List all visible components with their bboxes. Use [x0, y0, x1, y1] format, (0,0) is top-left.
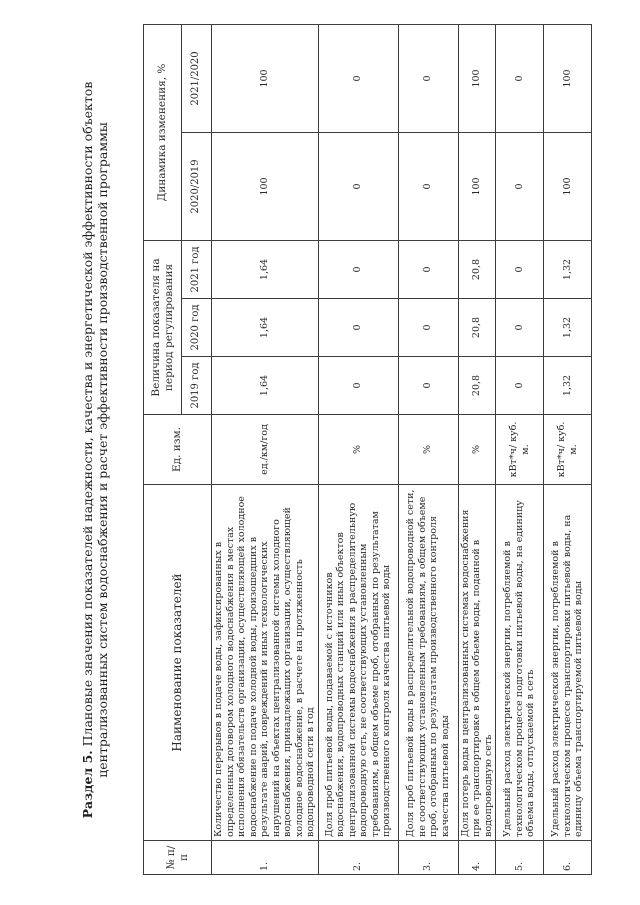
- row-dynamics-2: 100: [544, 24, 592, 132]
- row-name: Количество перерывов в подаче воды, зафиксированных в определенных договором холодного водоснабжения в местах исполнения обязательств организации, осуществляющей холодное водоснабжение по подаче холодной воды, произошедших в результате аварий, повреждений и иных технологических нарушений на объектах централизованной системы холодного водоснабжения, принадлежащих организации, осуществляющей холодное водоснабжение, в расчете на протяженность водопроводной сети в год: [212, 485, 319, 841]
- row-dynamics-2: 0: [496, 24, 544, 132]
- row-dynamics-2: 100: [212, 24, 319, 132]
- row-dynamics-2: 0: [398, 24, 458, 132]
- row-num: 1.: [212, 841, 319, 875]
- section-title-text: Плановые значения показателей надежности, качества и энергетической эффективности объектов централизованных систем водоснабжения и расчет эффективности производственной программы: [80, 81, 110, 778]
- row-value-2021: 20,8: [458, 240, 496, 298]
- row-num: 4.: [458, 841, 496, 875]
- row-dynamics-1: 100: [212, 132, 319, 240]
- row-value-2020: 20,8: [458, 299, 496, 357]
- header-period-group: Величина показателя на период регулирования: [144, 240, 182, 414]
- row-value-2020: 0: [496, 299, 544, 357]
- row-unit: %: [398, 415, 458, 485]
- row-value-2021: 0: [496, 240, 544, 298]
- row-value-2020: 1,64: [212, 299, 319, 357]
- header-num: № п/п: [144, 841, 212, 875]
- row-num: 3.: [398, 841, 458, 875]
- row-dynamics-2: 0: [318, 24, 398, 132]
- header-dynamics-2020-2019: 2020/2019: [182, 132, 212, 240]
- row-dynamics-1: 0: [318, 132, 398, 240]
- row-name: Удельный расход электрической энергии, потребляемой в технологическом процессе подготовки питьевой воды, на единицу объема воды, отпускаемой в сеть: [496, 485, 544, 841]
- section-number: Раздел 5.: [80, 750, 95, 819]
- row-num: 6.: [544, 841, 592, 875]
- table-row: [496, 24, 544, 874]
- table-row: [212, 24, 319, 874]
- header-dynamics-2021-2020: 2021/2020: [182, 24, 212, 132]
- table-row: [544, 24, 592, 874]
- row-dynamics-1: 100: [544, 132, 592, 240]
- row-name: Доля потерь воды в централизованных системах водоснабжения при ее транспортировке в общем объеме воды, поданной в водопроводную сеть: [458, 485, 496, 841]
- row-value-2021: 0: [318, 240, 398, 298]
- header-unit: Ед. изм.: [144, 415, 212, 485]
- header-name: Наименование показателей: [144, 485, 212, 841]
- row-dynamics-1: 100: [458, 132, 496, 240]
- row-unit: кВт*ч/ куб. м.: [496, 415, 544, 485]
- row-value-2020: 0: [318, 299, 398, 357]
- section-title: [80, 55, 110, 845]
- row-name: Доля проб питьевой воды в распределительной водопроводной сети, не соответствующих установленным требованиям, в общем объеме проб, отобранных по результатам производственного контроля качества питьевой воды: [398, 485, 458, 841]
- row-name: Удельный расход электрической энергии, потребляемой в технологическом процессе транспортировки питьевой воды, на единицу объема транспортируемой питьевой воды: [544, 485, 592, 841]
- row-num: 2.: [318, 841, 398, 875]
- table-row: [318, 24, 398, 874]
- row-num: 5.: [496, 841, 544, 875]
- indicators-table: [143, 24, 592, 875]
- table-row: [398, 24, 458, 874]
- row-value-2020: 1,32: [544, 299, 592, 357]
- row-unit: ед./км/год: [212, 415, 319, 485]
- row-value-2019: 0: [318, 357, 398, 415]
- row-value-2021: 0: [398, 240, 458, 298]
- row-value-2019: 0: [398, 357, 458, 415]
- row-value-2021: 1,32: [544, 240, 592, 298]
- row-value-2019: 0: [496, 357, 544, 415]
- row-value-2019: 1,32: [544, 357, 592, 415]
- row-unit: %: [318, 415, 398, 485]
- header-dynamics-group: Динамика изменения, %: [144, 24, 182, 240]
- row-dynamics-2: 100: [458, 24, 496, 132]
- row-value-2021: 1,64: [212, 240, 319, 298]
- row-value-2019: 20,8: [458, 357, 496, 415]
- row-name: Доля проб питьевой воды, подаваемой с источников водоснабжения, водопроводных станций или иных объектов централизованной системы водоснабжения в распределительную водопроводную сеть, не соответствующих установленным требованиям, в общем объеме проб, отобранных по результатам производственного контроля качества питьевой воды: [318, 485, 398, 841]
- row-dynamics-1: 0: [398, 132, 458, 240]
- row-value-2020: 0: [398, 299, 458, 357]
- header-year-2020: 2020 год: [182, 299, 212, 357]
- row-unit: кВт*ч/ куб. м.: [544, 415, 592, 485]
- header-year-2021: 2021 год: [182, 240, 212, 298]
- row-dynamics-1: 0: [496, 132, 544, 240]
- row-value-2019: 1,64: [212, 357, 319, 415]
- header-year-2019: 2019 год: [182, 357, 212, 415]
- row-unit: %: [458, 415, 496, 485]
- table-row: [458, 24, 496, 874]
